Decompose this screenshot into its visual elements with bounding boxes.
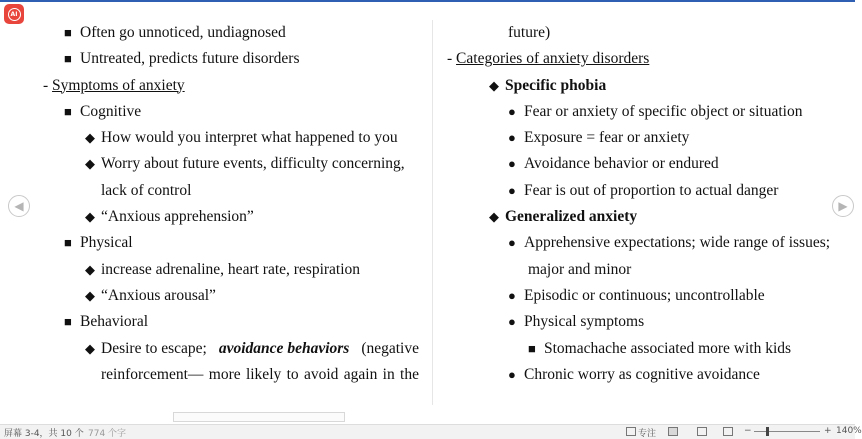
page-divider xyxy=(432,20,433,405)
list-item: ◆ Generalized anxiety xyxy=(447,204,827,230)
list-item: ● Exposure = fear or anxiety xyxy=(447,125,827,151)
next-page-button[interactable] xyxy=(832,195,854,217)
chevron-left-icon: ◀ xyxy=(14,199,24,213)
zoom-out-button[interactable]: − xyxy=(744,426,752,436)
list-item: ■ Stomachache associated more with kids xyxy=(447,336,827,362)
list-item-continuation: major and minor xyxy=(528,260,632,278)
print-layout-view-icon[interactable] xyxy=(668,427,678,436)
circle-bullet-icon: ● xyxy=(508,130,516,146)
circle-bullet-icon: ● xyxy=(508,366,516,382)
diamond-bullet-icon: ◆ xyxy=(85,287,95,303)
list-item: ● Physical symptoms xyxy=(447,309,827,335)
circle-bullet-icon: ● xyxy=(508,103,516,119)
list-item: ◆ Worry about future events, difficulty concerning, xyxy=(43,151,419,177)
zoom-level[interactable]: 140% xyxy=(836,426,862,436)
zoom-slider-track[interactable] xyxy=(754,431,820,432)
previous-page-button[interactable] xyxy=(8,195,30,217)
square-bullet-icon: ■ xyxy=(528,340,536,356)
diamond-bullet-icon: ◆ xyxy=(85,261,95,277)
list-item: ◆ “Anxious apprehension” xyxy=(43,204,419,230)
horizontal-scrollbar[interactable] xyxy=(173,412,345,422)
chevron-right-icon: ▶ xyxy=(838,199,848,213)
diamond-bullet-icon: ◆ xyxy=(85,130,95,146)
list-item: ● Episodic or continuous; uncontrollable xyxy=(447,283,827,309)
list-item: ● Apprehensive expectations; wide range of issues; xyxy=(447,230,827,256)
section-heading: - Symptoms of anxiety xyxy=(43,76,185,94)
list-item: ■ Cognitive xyxy=(43,99,419,125)
circle-bullet-icon: ● xyxy=(508,156,516,172)
square-bullet-icon: ■ xyxy=(64,235,72,251)
right-page xyxy=(447,20,831,388)
diamond-bullet-icon: ◆ xyxy=(489,209,499,225)
diamond-bullet-icon: ◆ xyxy=(85,156,95,172)
web-layout-view-icon[interactable] xyxy=(723,427,733,436)
circle-bullet-icon: ● xyxy=(508,182,516,198)
circle-bullet-icon: ● xyxy=(508,235,516,251)
list-item-continuation: future) xyxy=(508,24,551,41)
list-item: ◆ How would you interpret what happened to you xyxy=(43,125,419,151)
list-item: ◆ Specific phobia xyxy=(447,73,827,99)
list-item: ● Avoidance behavior or endured xyxy=(447,151,827,177)
list-item: ◆ “Anxious arousal” xyxy=(43,283,419,309)
square-bullet-icon: ■ xyxy=(64,103,72,119)
circle-bullet-icon: ● xyxy=(508,314,516,330)
list-item-continuation: lack of control xyxy=(101,181,192,199)
list-item: ■ Often go unnoticed, undiagnosed xyxy=(43,20,419,46)
list-item: ■ Behavioral xyxy=(43,309,419,335)
ai-label: AI xyxy=(8,8,21,21)
zoom-slider-handle[interactable] xyxy=(766,427,769,436)
page-info[interactable]: 屏幕 3-4，共 10 个 xyxy=(4,429,84,439)
list-item: ■ Physical xyxy=(43,230,419,256)
list-item: ● Fear is out of proportion to actual danger xyxy=(447,178,827,204)
focus-mode-label[interactable]: 专注 xyxy=(638,429,657,439)
list-item: ◆ increase adrenaline, heart rate, respiration xyxy=(43,257,419,283)
zoom-in-button[interactable]: + xyxy=(824,426,832,436)
list-item-continuation: reinforcement— more likely to avoid again in the xyxy=(101,365,419,383)
list-item: ◆ Desire to escape; avoidance behaviors (negative xyxy=(43,336,419,362)
list-item: ■ Untreated, predicts future disorders xyxy=(43,46,419,72)
diamond-bullet-icon: ◆ xyxy=(489,77,499,93)
diamond-bullet-icon: ◆ xyxy=(85,209,95,225)
list-item: ● Fear or anxiety of specific object or situation xyxy=(447,99,827,125)
ai-assistant-icon[interactable] xyxy=(4,4,24,24)
left-page xyxy=(43,20,419,388)
focus-mode-icon[interactable] xyxy=(626,427,636,436)
square-bullet-icon: ■ xyxy=(64,25,72,40)
status-bar xyxy=(0,424,862,439)
word-count[interactable]: 774 个字 xyxy=(88,429,127,439)
square-bullet-icon: ■ xyxy=(64,51,72,67)
section-heading: - Categories of anxiety disorders xyxy=(447,50,650,68)
diamond-bullet-icon: ◆ xyxy=(85,340,95,356)
square-bullet-icon: ■ xyxy=(64,314,72,330)
circle-bullet-icon: ● xyxy=(508,287,516,303)
list-item: ● Chronic worry as cognitive avoidance xyxy=(447,362,827,388)
outline-view-icon[interactable] xyxy=(697,427,707,436)
window-top-accent xyxy=(0,0,855,2)
